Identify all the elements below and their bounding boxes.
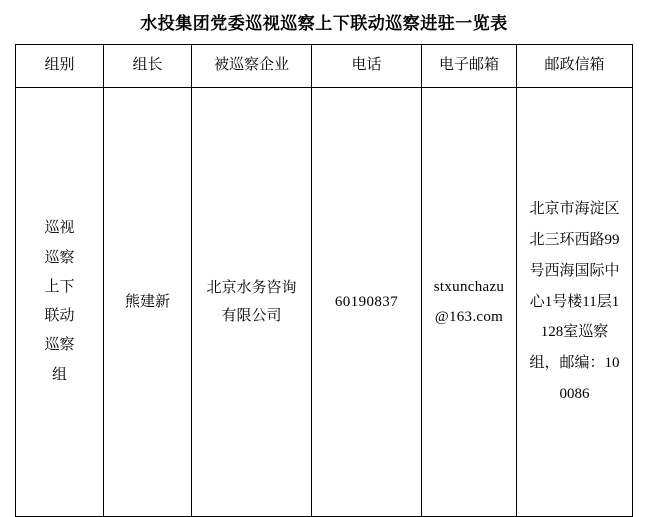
table-row [16, 88, 633, 517]
cell-phone-text: 60190837 [334, 293, 399, 310]
cell-group-text: 巡视巡察上下联动巡察组 [44, 220, 75, 383]
page-title: 水投集团党委巡视巡察上下联动巡察进驻一览表 [140, 14, 508, 33]
column-header-mailbox: 邮政信箱 [517, 45, 633, 88]
cell-enterprise [192, 88, 312, 517]
column-header-leader: 组长 [104, 45, 192, 88]
column-header-enterprise: 被巡察企业 [192, 45, 312, 88]
cell-mailbox [517, 88, 633, 517]
cell-enterprise-text: 北京水务咨询有限公司 [206, 279, 297, 324]
inspection-table [15, 44, 633, 517]
cell-email [422, 88, 517, 517]
column-header-email: 电子邮箱 [422, 45, 517, 88]
cell-leader [104, 88, 192, 517]
column-header-group: 组别 [16, 45, 104, 88]
column-header-phone: 电话 [312, 45, 422, 88]
cell-phone [312, 88, 422, 517]
cell-leader-text: 熊建新 [124, 293, 170, 310]
cell-mailbox-text: 北京市海淀区北三环西路99号西海国际中心1号楼11层1128室巡察组，邮编：100086 [529, 201, 620, 402]
cell-group [16, 88, 104, 517]
table-header-row [16, 45, 633, 88]
cell-email-text: stxunchazu@163.com [433, 279, 505, 325]
